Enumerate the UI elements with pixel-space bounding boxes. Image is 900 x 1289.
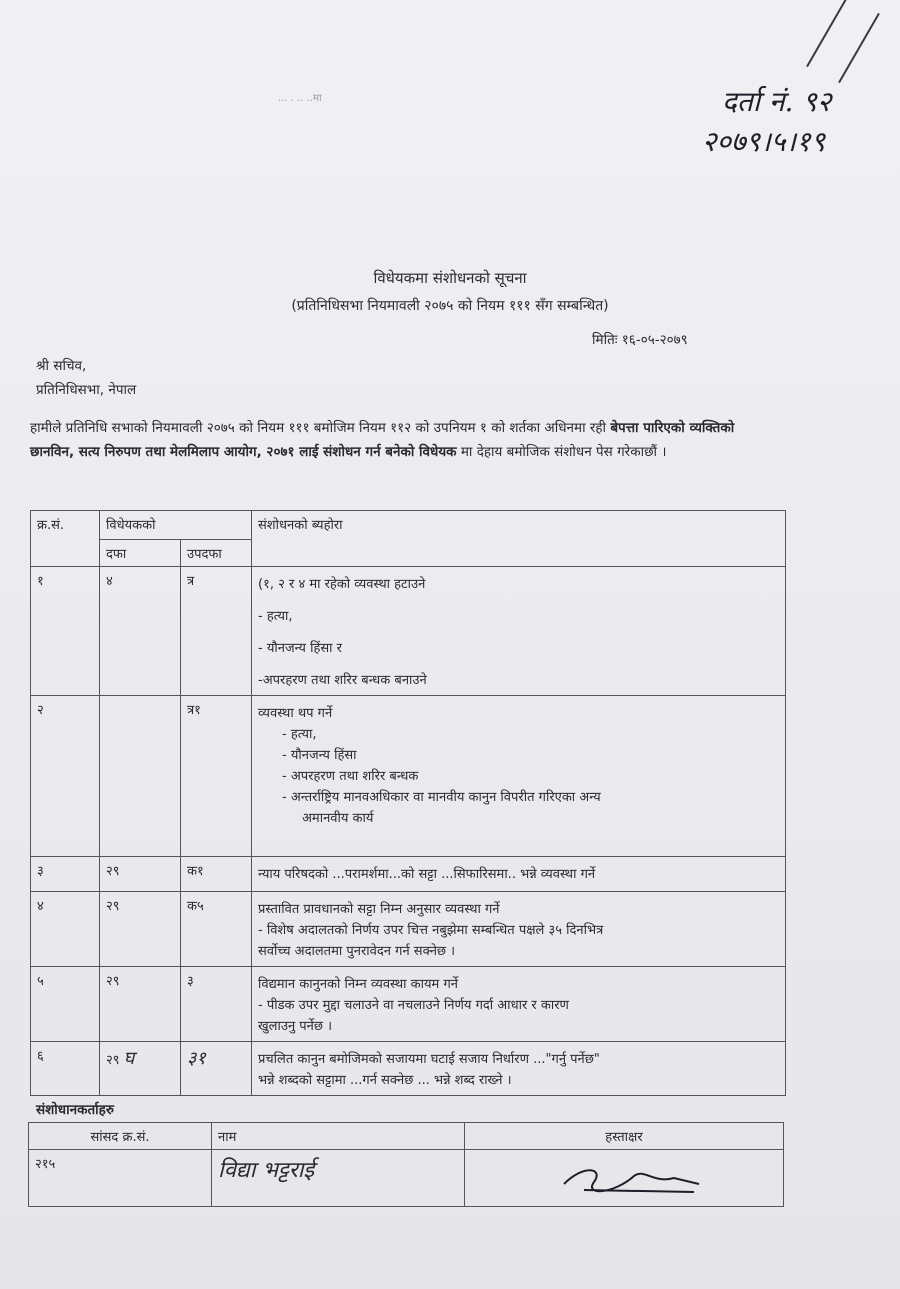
amendment-line: प्रस्तावित प्रावधानको सट्टा निम्न अनुसार व्यवस्था गर्ने	[258, 902, 500, 917]
row-section	[100, 696, 181, 857]
row-serial: २	[31, 696, 100, 857]
amendment-line: - हत्या,	[282, 727, 317, 742]
amendment-line: - अन्तर्राष्ट्रिय मानवअधिकार वा मानवीय कानुन विपरीत गरिएका अन्य	[282, 790, 601, 805]
row-section-printed: २९	[106, 1053, 120, 1068]
handwritten-registration-number: दर्ता नं. ९२	[722, 85, 832, 118]
proposer-name: विद्या भट्टराई	[212, 1150, 465, 1207]
row-section	[100, 1042, 181, 1096]
amendment-line: विद्यमान कानुनको निम्न व्यवस्था कायम गर्ने	[258, 977, 458, 992]
table-row	[31, 967, 786, 1042]
header-signature: हस्ताक्षर	[465, 1123, 784, 1150]
table-row	[31, 892, 786, 967]
row-section: ४	[100, 567, 181, 696]
amendment-line: अमानवीय कार्य	[302, 811, 374, 826]
row-subsection: त्र१	[181, 696, 252, 857]
header-mp-number: सांसद क्र.सं.	[29, 1123, 212, 1150]
document-title: विधेयकमा संशोधनको सूचना	[373, 269, 527, 287]
row-subsection: क१	[181, 857, 252, 892]
recipient-title: श्री सचिव,	[36, 358, 87, 374]
pen-mark	[806, 0, 848, 67]
row-subsection: ३१	[181, 1042, 252, 1096]
row-serial: ६	[31, 1042, 100, 1096]
header-serial: क्र.सं.	[31, 511, 100, 567]
proposers-header-row	[29, 1123, 784, 1150]
table-row	[31, 567, 786, 696]
row-amendment	[252, 892, 786, 967]
table-row	[29, 1150, 784, 1207]
row-serial: ३	[31, 857, 100, 892]
amendment-line: - यौनजन्य हिंसा र	[258, 641, 342, 656]
amendment-line: खुलाउनु पर्नेछ ।	[258, 1019, 333, 1034]
recipient-office: प्रतिनिधिसभा, नेपाल	[36, 382, 137, 398]
table-row	[31, 696, 786, 857]
row-section-handwritten: घ	[123, 1048, 135, 1069]
amendment-table	[30, 510, 786, 1096]
header-section: दफा	[100, 540, 181, 567]
intro-part-2: मा देहाय बमोजिक संशोधन पेस गरेकाछौं ।	[456, 444, 667, 460]
header-name: नाम	[212, 1123, 465, 1150]
intro-bill-name: बेपत्ता पारिएको व्यक्तिको छानविन, सत्य निरुपण तथा मेलमिलाप आयोग, २०७१ लाई संशोधन गर्न बनेको विधेयक	[30, 420, 735, 460]
table-row	[31, 1042, 786, 1096]
row-subsection: त्र	[181, 567, 252, 696]
amendment-line: - विशेष अदालतको निर्णय उपर चित्त नबुझेमा सम्बन्धित पक्षले ३५ दिनभित्र	[258, 923, 604, 938]
amendment-line: व्यवस्था थप गर्ने	[258, 706, 333, 721]
amendment-line: -अपरहरण तथा शरिर बन्धक बनाउने	[258, 673, 427, 688]
signature-mark	[524, 1154, 724, 1198]
row-serial: १	[31, 567, 100, 696]
row-amendment	[252, 967, 786, 1042]
row-serial: ५	[31, 967, 100, 1042]
amendment-line: भन्ने शब्दको सट्टामा ...गर्न सक्नेछ ... भन्ने शब्द राख्ने ।	[258, 1073, 512, 1088]
pen-mark	[838, 13, 880, 83]
document-date: मितिः १६-०५-२०७९	[592, 332, 688, 348]
row-section: २९	[100, 967, 181, 1042]
header-subsection: उपदफा	[181, 540, 252, 567]
amendment-line: प्रचलित कानुन बमोजिमको सजायमा घटाई सजाय निर्धारण ..."गर्नु पर्नेछ"	[258, 1052, 600, 1067]
row-subsection: ३	[181, 967, 252, 1042]
intro-paragraph	[30, 416, 760, 464]
amendment-line: सर्वोच्च अदालतमा पुनरावेदन गर्न सक्नेछ ।	[258, 944, 456, 959]
row-amendment	[252, 696, 786, 857]
header-bill: विधेयकको	[100, 511, 252, 540]
amendment-line: - यौनजन्य हिंसा	[282, 748, 357, 763]
amendment-line: न्याय परिषदको ...परामर्शमा...को सट्टा ...सिफारिसमा.. भन्ने व्यवस्था गर्ने	[258, 867, 596, 882]
table-row	[31, 857, 786, 892]
row-amendment	[252, 567, 786, 696]
handwritten-registration-date: २०७९।५।१९	[702, 125, 826, 158]
table-header-row	[31, 511, 786, 540]
amendment-line: - अपरहरण तथा शरिर बन्धक	[282, 769, 419, 784]
faint-text: ... . .. ..मा	[278, 93, 322, 104]
proposer-mp-number: २१५	[29, 1150, 212, 1207]
row-section: २९	[100, 892, 181, 967]
proposers-table	[28, 1122, 784, 1207]
header-amendment: संशोधनको ब्यहोरा	[252, 511, 786, 567]
amendment-line: - पीडक उपर मुद्दा चलाउने वा नचलाउने निर्णय गर्दा आधार र कारण	[258, 998, 569, 1013]
row-section: २९	[100, 857, 181, 892]
intro-part-1: हामीले प्रतिनिधि सभाको नियमावली २०७५ को नियम १११ बमोजिम नियम ११२ को उपनियम १ को शर्तका अधिनमा रही	[30, 420, 611, 436]
row-amendment	[252, 857, 786, 892]
document-subtitle: (प्रतिनिधिसभा नियमावली २०७५ को नियम १११ सँग सम्बन्धित)	[291, 298, 609, 314]
amendment-line: - हत्या,	[258, 609, 293, 624]
proposers-heading: संशोधानकर्ताहरु	[36, 1102, 114, 1118]
amendment-line: (१, २ र ४ मा रहेको व्यवस्था हटाउने	[258, 577, 426, 592]
row-amendment	[252, 1042, 786, 1096]
proposer-signature	[465, 1150, 784, 1207]
row-subsection: क५	[181, 892, 252, 967]
row-serial: ४	[31, 892, 100, 967]
